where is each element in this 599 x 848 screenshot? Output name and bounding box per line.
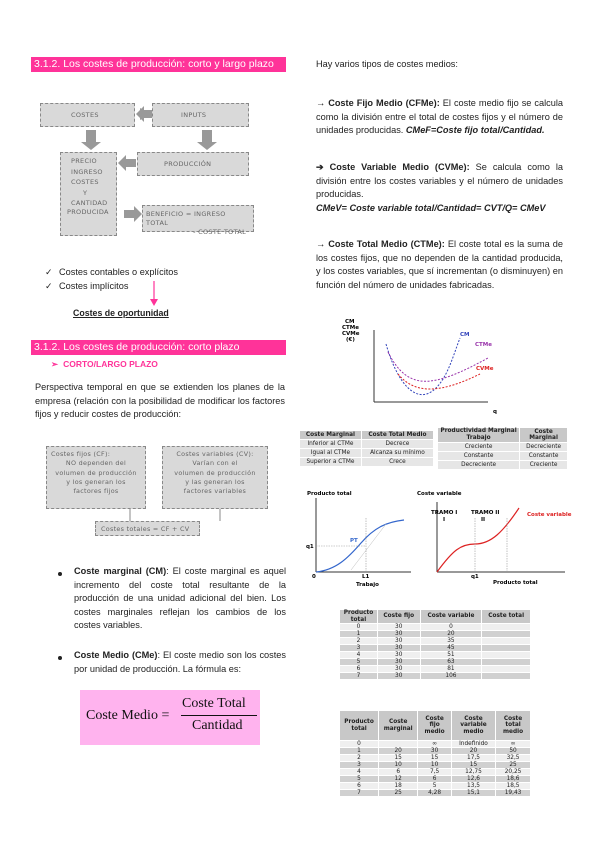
costes-oportunidad-text: Costes de oportunidad xyxy=(73,308,169,318)
table-header: Coste variable xyxy=(420,610,482,624)
q1-label: q1 xyxy=(306,544,314,550)
table-header: Productividad Marginal Trabajo xyxy=(438,428,520,443)
tramo-label-roman: I xyxy=(443,517,446,523)
arrow-right-icon xyxy=(124,210,134,218)
table-cell: 51 xyxy=(420,652,482,659)
costes-variables-box xyxy=(162,446,268,509)
table-cell: 30 xyxy=(378,666,421,673)
table-row xyxy=(340,790,531,797)
table-header: Coste total xyxy=(482,610,531,624)
cvme-curve xyxy=(398,374,480,389)
tramo-label-roman: II xyxy=(481,517,486,523)
table-cell: 30 xyxy=(378,659,421,666)
l1-label: L1 xyxy=(362,574,370,580)
produccion-box xyxy=(137,152,249,176)
table-cell: 7 xyxy=(340,790,379,797)
formula-numerator: Coste Total xyxy=(182,696,246,711)
y-label: CM xyxy=(345,319,355,325)
check-item xyxy=(45,280,129,294)
cf-line: factores fijos xyxy=(73,487,119,496)
coste-variable-graph xyxy=(413,488,573,588)
table-row xyxy=(438,461,568,470)
table-cell: 106 xyxy=(420,673,482,680)
table-cell: Decreciente xyxy=(520,443,568,452)
cfme-term: → Coste Fijo Medio (CFMe): xyxy=(316,98,440,108)
cv-line: factores variables xyxy=(183,487,247,496)
table-cell: 10 xyxy=(418,762,452,769)
table-cell: 19,43 xyxy=(496,790,531,797)
table-marginal-vs-medio xyxy=(299,430,434,467)
costes-label: COSTES xyxy=(71,111,99,119)
table-cell: 2 xyxy=(340,638,378,645)
cfme-paragraph xyxy=(316,97,563,138)
table-cell: Decrece xyxy=(361,440,433,449)
costes-totales-box xyxy=(95,521,200,536)
table-row xyxy=(340,631,531,638)
precio-line: CANTIDAD xyxy=(71,199,108,207)
table-cell: Crece xyxy=(361,458,433,467)
section-header-2 xyxy=(31,340,286,355)
cv-line: y las generan los xyxy=(185,477,245,486)
table-row xyxy=(340,645,531,652)
table-row xyxy=(340,673,531,680)
cvme-label: CVMe xyxy=(476,366,494,372)
producto-total-graph xyxy=(306,488,416,588)
checkmark-icon: ✓ xyxy=(45,267,53,277)
cfme-text: El coste medio fijo se calcula como la división entre el total de costes fijos y el número de unidades producidas. xyxy=(316,98,563,136)
table-cell: 18 xyxy=(379,783,418,790)
table-cell: 3 xyxy=(340,762,379,769)
table-cell: 18,6 xyxy=(496,776,531,783)
intro-text: Hay varios tipos de costes medios: xyxy=(316,59,458,69)
table-cell: 6 xyxy=(418,776,452,783)
table-cell: Inferior al CTMe xyxy=(300,440,362,449)
table-cell: 20 xyxy=(379,748,418,755)
table-cell: Superior a CTMe xyxy=(300,458,362,467)
checkmark-icon: ✓ xyxy=(45,281,53,291)
table-cell: 4,28 xyxy=(418,790,452,797)
table-cell: 15 xyxy=(451,762,495,769)
table-header: Coste fijo medio xyxy=(418,711,452,741)
cv-curve xyxy=(437,508,519,572)
table-row xyxy=(340,659,531,666)
table-cell: 30 xyxy=(378,645,421,652)
precio-box xyxy=(60,152,117,236)
table-cell: 4 xyxy=(340,769,379,776)
formula-denominator: Cantidad xyxy=(192,718,243,733)
table-cell: 30 xyxy=(418,748,452,755)
table-cell: Creciente xyxy=(520,461,568,470)
table-cell: 25 xyxy=(379,790,418,797)
table-row xyxy=(300,458,434,467)
table-cell: 6 xyxy=(340,783,379,790)
table-cell xyxy=(482,666,531,673)
table-row xyxy=(340,741,531,748)
table-row xyxy=(438,443,568,452)
table-cell: 6 xyxy=(340,666,378,673)
table-cell: 63 xyxy=(420,659,482,666)
table-cell: 7,5 xyxy=(418,769,452,776)
table-cell xyxy=(482,624,531,631)
table-row xyxy=(340,624,531,631)
table-cell: 6 xyxy=(379,769,418,776)
ctme-term: → Coste Total Medio (CTMe): xyxy=(316,239,445,249)
q-label: q xyxy=(493,409,497,415)
origin-label: 0 xyxy=(312,574,316,580)
costes-totales-text: Costes totales = CF + CV xyxy=(101,525,190,533)
table-cell: 13,5 xyxy=(451,783,495,790)
perspectiva-paragraph: Perspectiva temporal en que se extienden los planes de la empresa (relación con la posibilidad de modificar los factores fijos y reducir costes de producción: xyxy=(35,382,285,420)
coste-marginal-text: : El coste marginal es aquel incremento del coste total resultante de la producción de una unidad adicional del bien. Los costes marginales reflejan los cambios de los costes variables. xyxy=(74,566,286,631)
ctme-label: CTMe xyxy=(475,342,492,348)
coste-medio-paragraph xyxy=(74,649,286,676)
table-row xyxy=(340,783,531,790)
formula-lhs: Coste Medio = xyxy=(86,708,170,723)
beneficio-line-1: BENEFICIO = INGRESO TOTAL xyxy=(146,210,226,227)
table-cell: 18,5 xyxy=(496,783,531,790)
section-header-1-text: 3.1.2. Los costes de producción: corto y largo plazo xyxy=(34,58,274,70)
tramo-label: TRAMO I xyxy=(431,510,458,516)
table-cell: 3 xyxy=(340,645,378,652)
table-cell: 15 xyxy=(379,755,418,762)
x-axis-label: Trabajo xyxy=(356,582,379,588)
inputs-label: INPUTS xyxy=(181,111,207,119)
table-row xyxy=(340,776,531,783)
arrow-left-icon-2 xyxy=(126,159,136,167)
coste-medio-text: : El coste medio son los costes por unidad de producción. La fórmula es: xyxy=(74,650,286,674)
table-cell: 12 xyxy=(379,776,418,783)
table-row xyxy=(340,652,531,659)
table-cell: 15 xyxy=(418,755,452,762)
table-cell: ∞ xyxy=(418,741,452,748)
table-cell: 35 xyxy=(420,638,482,645)
table-cell: 1 xyxy=(340,631,378,638)
costes-fijos-box xyxy=(46,446,146,509)
table-row xyxy=(340,638,531,645)
y-label: CTMe xyxy=(342,325,359,331)
graph-title: Producto total xyxy=(307,491,352,497)
table-cell: 81 xyxy=(420,666,482,673)
q1-label: q1 xyxy=(471,574,479,580)
costes-oportunidad xyxy=(73,307,169,321)
precio-line: COSTES xyxy=(71,178,99,186)
cv-line: Varían con el xyxy=(192,459,238,468)
table-cell: Constante xyxy=(520,452,568,461)
table-cell: Creciente xyxy=(438,443,520,452)
table-header: Coste Total Medio xyxy=(361,431,433,440)
table-productividad xyxy=(437,427,568,470)
table-header: Coste fijo xyxy=(378,610,421,624)
cf-line: volumen de producción xyxy=(55,468,137,477)
table-row xyxy=(340,666,531,673)
table-cell: 7 xyxy=(340,673,378,680)
table-cell: 30 xyxy=(378,631,421,638)
table-row xyxy=(340,762,531,769)
pink-arrow-down-icon xyxy=(149,281,159,307)
precio-line: INGRESO xyxy=(71,167,103,176)
formula-box xyxy=(80,690,260,745)
table-cell: Indefinido xyxy=(451,741,495,748)
table-cell: 30 xyxy=(378,624,421,631)
bullet-icon xyxy=(58,572,62,576)
table-cell: 4 xyxy=(340,652,378,659)
coste-marginal-term: Coste marginal (CM) xyxy=(74,566,167,576)
table-cell xyxy=(482,673,531,680)
cf-line: Costes fijos (CF): xyxy=(51,450,111,458)
table-cell: Alcanza su mínimo xyxy=(361,449,433,458)
table-cell: 2 xyxy=(340,755,379,762)
table-cell: 20,25 xyxy=(496,769,531,776)
table-header: Coste total medio xyxy=(496,711,531,741)
sub-heading xyxy=(51,359,158,370)
check-item-text: Costes implícitos xyxy=(59,281,129,291)
table-row xyxy=(300,449,434,458)
table-cell: 20 xyxy=(451,748,495,755)
tangent-line xyxy=(351,524,386,570)
table-cell: 15,1 xyxy=(451,790,495,797)
table-header: Coste marginal xyxy=(379,711,418,741)
table-header: Producto total xyxy=(340,610,378,624)
table-header: Coste Marginal xyxy=(300,431,362,440)
table-cell: 0 xyxy=(340,741,379,748)
table-row xyxy=(300,440,434,449)
table-cell: 45 xyxy=(420,645,482,652)
table-row xyxy=(340,769,531,776)
table-cell: Decreciente xyxy=(438,461,520,470)
cf-line: NO dependen del xyxy=(65,459,127,468)
cost-curves-graph xyxy=(338,316,498,416)
arrow-bullet-icon: ➢ xyxy=(51,359,59,369)
table-cell: 5 xyxy=(418,783,452,790)
check-item-text: Costes contables o explícitos xyxy=(59,267,178,277)
sub-heading-text: CORTO/LARGO PLAZO xyxy=(63,359,158,369)
section-header-1 xyxy=(31,57,286,72)
check-item xyxy=(45,266,178,280)
table-cell: 10 xyxy=(379,762,418,769)
table-cell: 30 xyxy=(378,673,421,680)
cvme-formula: CMeV= Coste variable total/Cantidad= CVT/Q= CMeV xyxy=(316,202,546,213)
coste-medio-term: Coste Medio (CMe) xyxy=(74,650,158,660)
beneficio-box xyxy=(142,205,254,236)
table-cell: 12,6 xyxy=(451,776,495,783)
table-cell: 30 xyxy=(378,652,421,659)
table-cell xyxy=(379,741,418,748)
y-label: (€) xyxy=(346,337,355,343)
arrow-down-icon xyxy=(86,130,96,142)
table-cell: 5 xyxy=(340,776,379,783)
table-row xyxy=(340,755,531,762)
tramo-label: TRAMO II xyxy=(471,510,500,516)
table-cell: 0 xyxy=(340,624,378,631)
table-cell: 50 xyxy=(496,748,531,755)
table-cell: 5 xyxy=(340,659,378,666)
cfme-formula: CMeF=Coste fijo total/Cantidad. xyxy=(403,125,545,136)
arrow-down-icon-2 xyxy=(202,130,212,142)
table-cell: Igual al CTMe xyxy=(300,449,362,458)
bullet-icon-2 xyxy=(58,656,62,660)
coste-marginal-paragraph xyxy=(74,565,286,633)
table-costes xyxy=(339,609,531,680)
table-cell xyxy=(482,652,531,659)
table-costes-medios xyxy=(339,710,531,797)
beneficio-line-2: - COSTE TOTAL xyxy=(193,228,246,236)
table-cell: 25 xyxy=(496,762,531,769)
table-cell: 0 xyxy=(420,624,482,631)
produccion-label: PRODUCCIÓN xyxy=(164,160,212,168)
precio-line: PRODUCIDA xyxy=(67,207,109,216)
table-row xyxy=(438,452,568,461)
table-cell: 17,5 xyxy=(451,755,495,762)
table-cell: Constante xyxy=(438,452,520,461)
precio-line: Y xyxy=(83,188,88,197)
cv-line: volumen de producción xyxy=(174,468,256,477)
cf-line: y los generan los xyxy=(66,477,126,486)
cvme-text: Se calcula como la división entre los costes variables y el número de unidades producidas. xyxy=(316,162,563,200)
cv-curve-label: Coste variable xyxy=(527,512,572,518)
table-cell: 12,75 xyxy=(451,769,495,776)
precio-line: PRECIO xyxy=(71,157,97,165)
table-cell xyxy=(482,631,531,638)
fraction-bar xyxy=(181,715,257,716)
cvme-paragraph xyxy=(316,161,563,215)
table-cell: ∞ xyxy=(496,741,531,748)
table-cell xyxy=(482,638,531,645)
table-row xyxy=(340,748,531,755)
cvme-term: ➔ Coste Variable Medio (CVMe): xyxy=(316,162,470,172)
cv-line: Costes variables (CV): xyxy=(176,450,254,458)
table-header: Coste Marginal xyxy=(520,428,568,443)
graph-title: Coste variable xyxy=(417,491,462,497)
pt-label: PT xyxy=(350,538,358,544)
table-cell: 1 xyxy=(340,748,379,755)
table-cell: 32,5 xyxy=(496,755,531,762)
section-header-2-text: 3.1.2. Los costes de producción: corto plazo xyxy=(34,341,240,353)
x-axis-label: Producto total xyxy=(493,580,538,586)
table-header: Coste variable medio xyxy=(451,711,495,741)
ctme-paragraph xyxy=(316,238,563,292)
table-cell xyxy=(482,659,531,666)
table-cell xyxy=(482,645,531,652)
cm-label: CM xyxy=(460,332,470,338)
cm-curve xyxy=(386,338,460,395)
table-header: Producto total xyxy=(340,711,379,741)
y-label: CVMe xyxy=(342,331,360,337)
table-cell: 30 xyxy=(378,638,421,645)
table-cell: 20 xyxy=(420,631,482,638)
ctme-text: El coste total es la suma de los costes fijos, que no dependen de la cantidad producida, y los costes variables, que sí incrementan (o disminuyen) en función del número de unidades fabricadas. xyxy=(316,239,563,290)
